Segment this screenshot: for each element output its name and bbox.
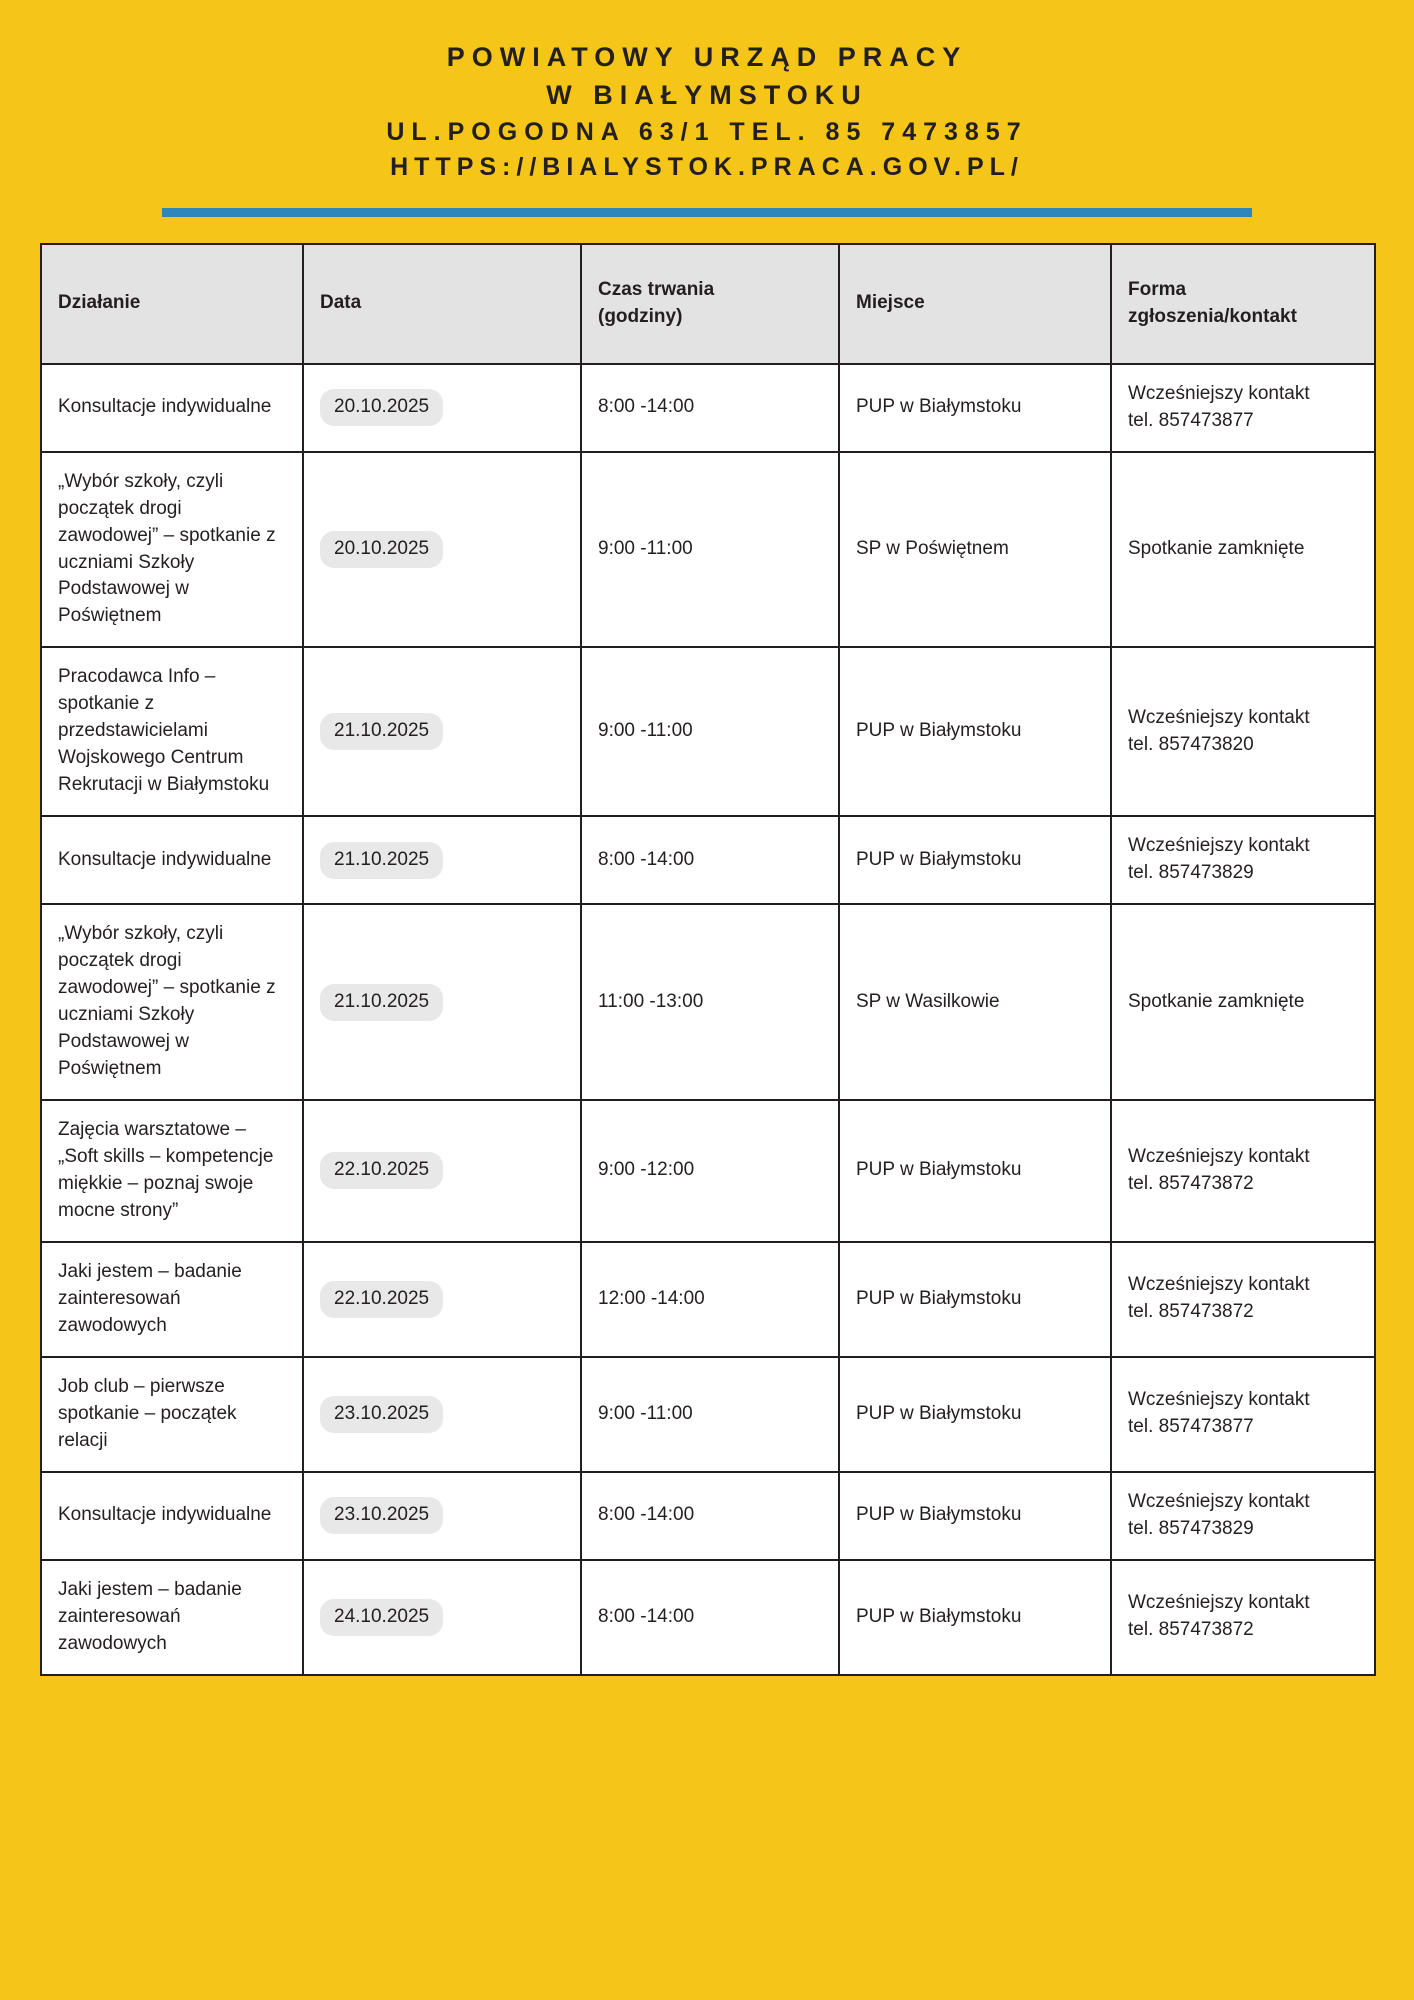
- cell-czas-trwania: 9:00 -11:00: [581, 452, 839, 648]
- date-badge: 21.10.2025: [320, 713, 443, 750]
- table-row: [41, 1100, 1375, 1242]
- forma-line1: Wcześniejszy kontakt: [1128, 706, 1310, 728]
- cell-forma-kontakt: [1111, 1357, 1375, 1472]
- forma-line1: Spotkanie zamknięte: [1128, 990, 1305, 1012]
- table-row: [41, 364, 1375, 452]
- forma-line2: tel. 857473872: [1128, 1172, 1254, 1194]
- table-row: [41, 1357, 1375, 1472]
- date-badge: 23.10.2025: [320, 1396, 443, 1433]
- cell-miejsce: SP w Wasilkowie: [839, 904, 1111, 1100]
- forma-line2: tel. 857473872: [1128, 1301, 1254, 1323]
- column-header-czas-line2: (godziny): [598, 305, 683, 327]
- cell-miejsce: PUP w Białymstoku: [839, 1357, 1111, 1472]
- cell-dzialanie: Konsultacje indywidualne: [41, 1472, 303, 1560]
- date-badge: 20.10.2025: [320, 531, 443, 568]
- cell-czas-trwania: 8:00 -14:00: [581, 1472, 839, 1560]
- cell-data: [303, 452, 581, 648]
- cell-miejsce: PUP w Białymstoku: [839, 1472, 1111, 1560]
- forma-line1: Wcześniejszy kontakt: [1128, 1145, 1310, 1167]
- office-name-line2: W BIAŁYMSTOKU: [546, 80, 868, 111]
- date-badge: 22.10.2025: [320, 1152, 443, 1189]
- forma-line1: Wcześniejszy kontakt: [1128, 382, 1310, 404]
- header-divider: [162, 208, 1252, 217]
- table-row: [41, 647, 1375, 816]
- cell-miejsce: SP w Poświętnem: [839, 452, 1111, 648]
- office-website: HTTPS://BIALYSTOK.PRACA.GOV.PL/: [390, 153, 1024, 182]
- forma-line2: tel. 857473829: [1128, 1517, 1254, 1539]
- cell-data: [303, 364, 581, 452]
- table-row: [41, 1242, 1375, 1357]
- cell-forma-kontakt: [1111, 1560, 1375, 1675]
- cell-dzialanie: Job club – pierwsze spotkanie – początek relacji: [41, 1357, 303, 1472]
- cell-miejsce: PUP w Białymstoku: [839, 1560, 1111, 1675]
- cell-data: [303, 816, 581, 904]
- forma-line2: tel. 857473820: [1128, 733, 1254, 755]
- cell-dzialanie: Konsultacje indywidualne: [41, 364, 303, 452]
- cell-data: [303, 904, 581, 1100]
- forma-line1: Wcześniejszy kontakt: [1128, 1490, 1310, 1512]
- cell-dzialanie: „Wybór szkoły, czyli początek drogi zawodowej” – spotkanie z uczniami Szkoły Podstawowej w Poświętnem: [41, 904, 303, 1100]
- cell-forma-kontakt: [1111, 647, 1375, 816]
- cell-data: [303, 647, 581, 816]
- column-header-data: Data: [303, 244, 581, 364]
- cell-dzialanie: Zajęcia warsztatowe – „Soft skills – kompetencje miękkie – poznaj swoje mocne strony”: [41, 1100, 303, 1242]
- column-header-czas-trwania: [581, 244, 839, 364]
- cell-forma-kontakt: [1111, 816, 1375, 904]
- column-header-czas-line1: Czas trwania: [598, 278, 715, 300]
- forma-line2: tel. 857473877: [1128, 1416, 1254, 1438]
- table-row: [41, 1472, 1375, 1560]
- cell-miejsce: PUP w Białymstoku: [839, 816, 1111, 904]
- cell-dzialanie: Konsultacje indywidualne: [41, 816, 303, 904]
- cell-miejsce: PUP w Białymstoku: [839, 1100, 1111, 1242]
- cell-dzialanie: Jaki jestem – badanie zainteresowań zawodowych: [41, 1560, 303, 1675]
- forma-line1: Wcześniejszy kontakt: [1128, 1274, 1310, 1296]
- cell-dzialanie: „Wybór szkoły, czyli początek drogi zawodowej” – spotkanie z uczniami Szkoły Podstawowej w Poświętnem: [41, 452, 303, 648]
- forma-line2: tel. 857473872: [1128, 1619, 1254, 1641]
- cell-data: [303, 1100, 581, 1242]
- forma-line1: Wcześniejszy kontakt: [1128, 1389, 1310, 1411]
- table-row: [41, 452, 1375, 648]
- column-header-forma: [1111, 244, 1375, 364]
- cell-forma-kontakt: [1111, 904, 1375, 1100]
- cell-data: [303, 1560, 581, 1675]
- cell-dzialanie: Jaki jestem – badanie zainteresowań zawodowych: [41, 1242, 303, 1357]
- forma-line1: Spotkanie zamknięte: [1128, 538, 1305, 560]
- cell-forma-kontakt: [1111, 452, 1375, 648]
- table-row: [41, 816, 1375, 904]
- cell-forma-kontakt: [1111, 1242, 1375, 1357]
- column-header-dzialanie: Działanie: [41, 244, 303, 364]
- cell-czas-trwania: 8:00 -14:00: [581, 816, 839, 904]
- schedule-table: [40, 243, 1376, 1676]
- cell-czas-trwania: 11:00 -13:00: [581, 904, 839, 1100]
- forma-line1: Wcześniejszy kontakt: [1128, 835, 1310, 857]
- cell-data: [303, 1242, 581, 1357]
- table-header-row: [41, 244, 1375, 364]
- date-badge: 22.10.2025: [320, 1281, 443, 1318]
- forma-line1: Wcześniejszy kontakt: [1128, 1592, 1310, 1614]
- cell-forma-kontakt: [1111, 1100, 1375, 1242]
- cell-czas-trwania: 8:00 -14:00: [581, 1560, 839, 1675]
- cell-data: [303, 1357, 581, 1472]
- column-header-forma-line1: Forma: [1128, 278, 1187, 300]
- date-badge: 20.10.2025: [320, 389, 443, 426]
- column-header-miejsce: Miejsce: [839, 244, 1111, 364]
- date-badge: 21.10.2025: [320, 984, 443, 1021]
- forma-line2: tel. 857473829: [1128, 862, 1254, 884]
- date-badge: 21.10.2025: [320, 842, 443, 879]
- date-badge: 23.10.2025: [320, 1497, 443, 1534]
- cell-czas-trwania: 9:00 -11:00: [581, 647, 839, 816]
- table-row: [41, 904, 1375, 1100]
- cell-miejsce: PUP w Białymstoku: [839, 364, 1111, 452]
- cell-dzialanie: Pracodawca Info – spotkanie z przedstawicielami Wojskowego Centrum Rekrutacji w Białymstoku: [41, 647, 303, 816]
- office-address-phone: UL.POGODNA 63/1 TEL. 85 7473857: [386, 117, 1028, 146]
- cell-forma-kontakt: [1111, 364, 1375, 452]
- forma-line2: tel. 857473877: [1128, 409, 1254, 431]
- date-badge: 24.10.2025: [320, 1599, 443, 1636]
- document-header: [40, 30, 1374, 186]
- table-header: [41, 244, 1375, 364]
- column-header-forma-line2: zgłoszenia/kontakt: [1128, 305, 1297, 327]
- cell-miejsce: PUP w Białymstoku: [839, 647, 1111, 816]
- cell-czas-trwania: 9:00 -12:00: [581, 1100, 839, 1242]
- cell-data: [303, 1472, 581, 1560]
- office-name-line1: POWIATOWY URZĄD PRACY: [446, 42, 968, 72]
- table-body: [41, 364, 1375, 1675]
- cell-czas-trwania: 12:00 -14:00: [581, 1242, 839, 1357]
- table-row: [41, 1560, 1375, 1675]
- cell-czas-trwania: 8:00 -14:00: [581, 364, 839, 452]
- cell-forma-kontakt: [1111, 1472, 1375, 1560]
- cell-miejsce: PUP w Białymstoku: [839, 1242, 1111, 1357]
- cell-czas-trwania: 9:00 -11:00: [581, 1357, 839, 1472]
